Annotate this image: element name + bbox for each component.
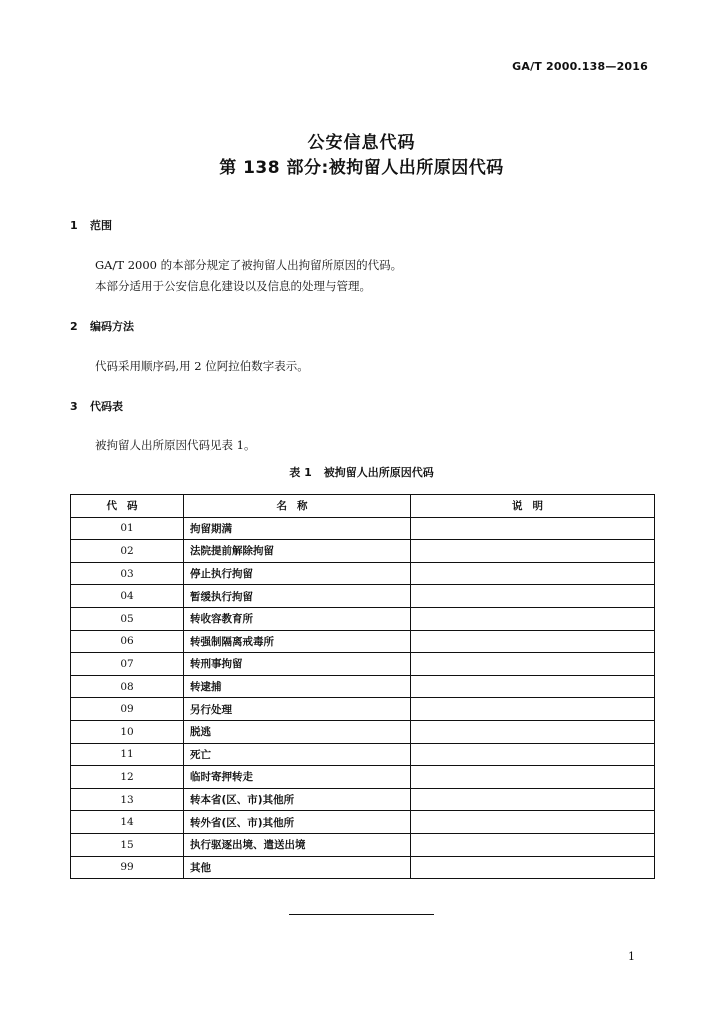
name-cell: 法院提前解除拘留 [184, 540, 411, 563]
table-header-row [71, 495, 655, 518]
code-cell: 14 [71, 811, 184, 834]
note-cell [411, 585, 655, 608]
note-cell [411, 856, 655, 879]
table-caption [0, 464, 723, 480]
name-cell: 脱逃 [184, 720, 411, 743]
header-note: 说明 [411, 495, 655, 518]
note-cell [411, 517, 655, 540]
note-cell [411, 720, 655, 743]
section-number: 3 [70, 400, 78, 413]
standard-code: GA/T 2000.138—2016 [512, 60, 648, 73]
note-cell [411, 743, 655, 766]
table-row [71, 517, 655, 540]
note-cell [411, 788, 655, 811]
name-cell: 转本省(区、市)其他所 [184, 788, 411, 811]
section-title: 范围 [90, 219, 112, 232]
name-cell: 拘留期满 [184, 517, 411, 540]
note-cell [411, 562, 655, 585]
note-cell [411, 766, 655, 789]
paragraph: 代码采用顺序码,用 2 位阿拉伯数字表示。 [95, 359, 309, 373]
table-row [71, 856, 655, 879]
name-cell: 转收容教育所 [184, 607, 411, 630]
end-rule [289, 914, 434, 915]
code-cell: 03 [71, 562, 184, 585]
code-cell: 01 [71, 517, 184, 540]
section-heading-encoding [70, 318, 134, 334]
table-row [71, 698, 655, 721]
table-row [71, 562, 655, 585]
table-row [71, 743, 655, 766]
name-cell: 停止执行拘留 [184, 562, 411, 585]
code-cell: 09 [71, 698, 184, 721]
table-caption-label: 表 1 [289, 466, 312, 479]
name-cell: 转刑事拘留 [184, 653, 411, 676]
table-row [71, 630, 655, 653]
name-cell: 转外省(区、市)其他所 [184, 811, 411, 834]
table-row [71, 585, 655, 608]
table-row [71, 675, 655, 698]
paragraph: 本部分适用于公安信息化建设以及信息的处理与管理。 [95, 279, 371, 293]
code-cell: 04 [71, 585, 184, 608]
section-number: 1 [70, 219, 78, 232]
section-heading-scope [70, 217, 112, 233]
name-cell: 临时寄押转走 [184, 766, 411, 789]
section-heading-code-table [70, 398, 123, 414]
name-cell: 转逮捕 [184, 675, 411, 698]
document-subtitle: 第 138 部分:被拘留人出所原因代码 [219, 158, 504, 178]
section-number: 2 [70, 320, 78, 333]
note-cell [411, 698, 655, 721]
table-row [71, 607, 655, 630]
name-cell: 其他 [184, 856, 411, 879]
code-cell: 11 [71, 743, 184, 766]
code-cell: 13 [71, 788, 184, 811]
code-cell: 07 [71, 653, 184, 676]
note-cell [411, 811, 655, 834]
code-cell: 02 [71, 540, 184, 563]
header-code: 代码 [71, 495, 184, 518]
paragraph: GA/T 2000 的本部分规定了被拘留人出拘留所原因的代码。 [95, 258, 403, 272]
name-cell: 转强制隔离戒毒所 [184, 630, 411, 653]
page-number: 1 [628, 950, 635, 963]
table-row [71, 766, 655, 789]
note-cell [411, 630, 655, 653]
header-name: 名称 [184, 495, 411, 518]
code-cell: 10 [71, 720, 184, 743]
table-caption-title: 被拘留人出所原因代码 [323, 466, 434, 479]
code-cell: 99 [71, 856, 184, 879]
document-title: 公安信息代码 [307, 133, 416, 153]
section-title: 代码表 [90, 400, 123, 413]
note-cell [411, 607, 655, 630]
code-cell: 08 [71, 675, 184, 698]
table-row [71, 788, 655, 811]
code-table [70, 494, 655, 879]
table-row [71, 833, 655, 856]
section-title: 编码方法 [90, 320, 134, 333]
name-cell: 另行处理 [184, 698, 411, 721]
note-cell [411, 675, 655, 698]
paragraph: 被拘留人出所原因代码见表 1。 [95, 438, 256, 452]
name-cell: 执行驱逐出境、遣送出境 [184, 833, 411, 856]
name-cell: 暂缓执行拘留 [184, 585, 411, 608]
code-cell: 12 [71, 766, 184, 789]
note-cell [411, 653, 655, 676]
name-cell: 死亡 [184, 743, 411, 766]
table-row [71, 653, 655, 676]
table-row [71, 720, 655, 743]
code-cell: 06 [71, 630, 184, 653]
note-cell [411, 833, 655, 856]
table-row [71, 540, 655, 563]
code-cell: 15 [71, 833, 184, 856]
table-row [71, 811, 655, 834]
code-cell: 05 [71, 607, 184, 630]
note-cell [411, 540, 655, 563]
